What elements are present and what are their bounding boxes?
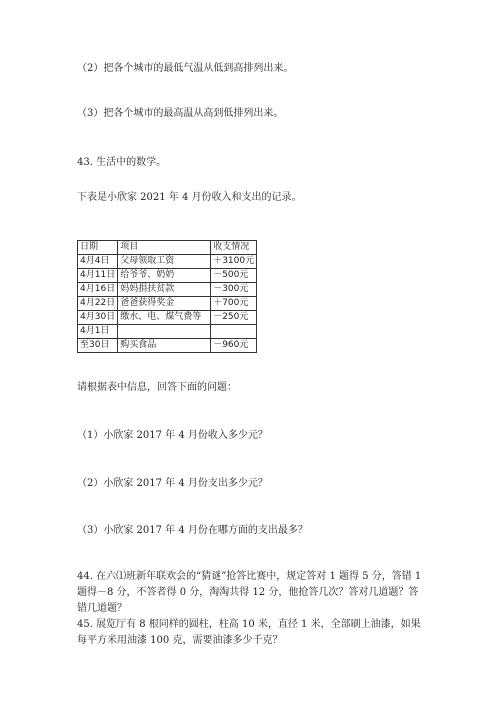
table-row bbox=[78, 311, 257, 325]
table-cell: 4月30日 bbox=[78, 311, 118, 325]
table-cell: 爸爸获得奖金 bbox=[118, 297, 211, 311]
table-cell: 4月4日 bbox=[78, 255, 118, 269]
table-cell: 4月11日 bbox=[78, 269, 118, 283]
table-cell: －250元 bbox=[211, 311, 257, 325]
question-43-title: 43. 生活中的数学。 bbox=[77, 157, 167, 168]
table-row bbox=[78, 339, 257, 353]
table-cell bbox=[211, 325, 257, 339]
table-cell: ＋3100元 bbox=[211, 255, 257, 269]
question-43-sub-1: （1）小欣家 2017 年 4 月份收入多少元？ bbox=[77, 430, 268, 441]
table-cell: 给爷爷、奶奶 bbox=[118, 269, 211, 283]
table-cell: 4月1日 bbox=[78, 325, 118, 339]
table-cell: －960元 bbox=[211, 339, 257, 353]
header-item: 项目 bbox=[118, 241, 211, 255]
question-45: 45. 展览厅有 8 根同样的圆柱，柱高 10 米，直径 1 米，全部刷上油漆，如果每平方米用油漆 100 克，需要油漆多少千克？ bbox=[77, 619, 421, 646]
table-row bbox=[78, 325, 257, 339]
table-cell: 4月16日 bbox=[78, 283, 118, 297]
table-cell: 妈妈捐扶贫款 bbox=[118, 283, 211, 297]
income-expense-table bbox=[77, 240, 257, 353]
table-cell: 缴水、电、煤气费等 bbox=[118, 311, 211, 325]
table-cell: －300元 bbox=[211, 283, 257, 297]
table-row bbox=[78, 297, 257, 311]
header-date: 日期 bbox=[78, 241, 118, 255]
question-2-sort-lowest: （2）把各个城市的最低气温从低到高排列出来。 bbox=[77, 63, 294, 74]
table-cell: －500元 bbox=[211, 269, 257, 283]
question-43-sub-2: （2）小欣家 2017 年 4 月份支出多少元？ bbox=[77, 478, 268, 489]
header-amount: 收支情况 bbox=[211, 241, 257, 255]
question-44: 44. 在六⑴班新年联欢会的“猜谜”抢答比赛中，规定答对 1 题得 5 分，答错 1 题得－8 分，不答者得 0 分，淘淘共得 12 分，他抢答几次？答对几道题？答错几道题？ bbox=[77, 571, 422, 614]
table-row bbox=[78, 283, 257, 297]
table-row bbox=[78, 269, 257, 283]
table-row bbox=[78, 255, 257, 269]
question-43-sub-3: （3）小欣家 2017 年 4 月份在哪方面的支出最多？ bbox=[77, 525, 308, 536]
table-cell: ＋700元 bbox=[211, 297, 257, 311]
question-43-prompt: 请根据表中信息，回答下面的问题： bbox=[77, 382, 237, 393]
table-cell: 购买食品 bbox=[118, 339, 211, 353]
table-cell: 4月22日 bbox=[78, 297, 118, 311]
question-43-intro: 下表是小欣家 2021 年 4 月份收入和支出的记录。 bbox=[77, 192, 302, 203]
table-header-row bbox=[78, 241, 257, 255]
table-cell bbox=[118, 325, 211, 339]
table-cell: 至30日 bbox=[78, 339, 118, 353]
question-3-sort-highest: （3）把各个城市的最高温从高到低排列出来。 bbox=[77, 108, 284, 119]
table-cell: 父母领取工资 bbox=[118, 255, 211, 269]
